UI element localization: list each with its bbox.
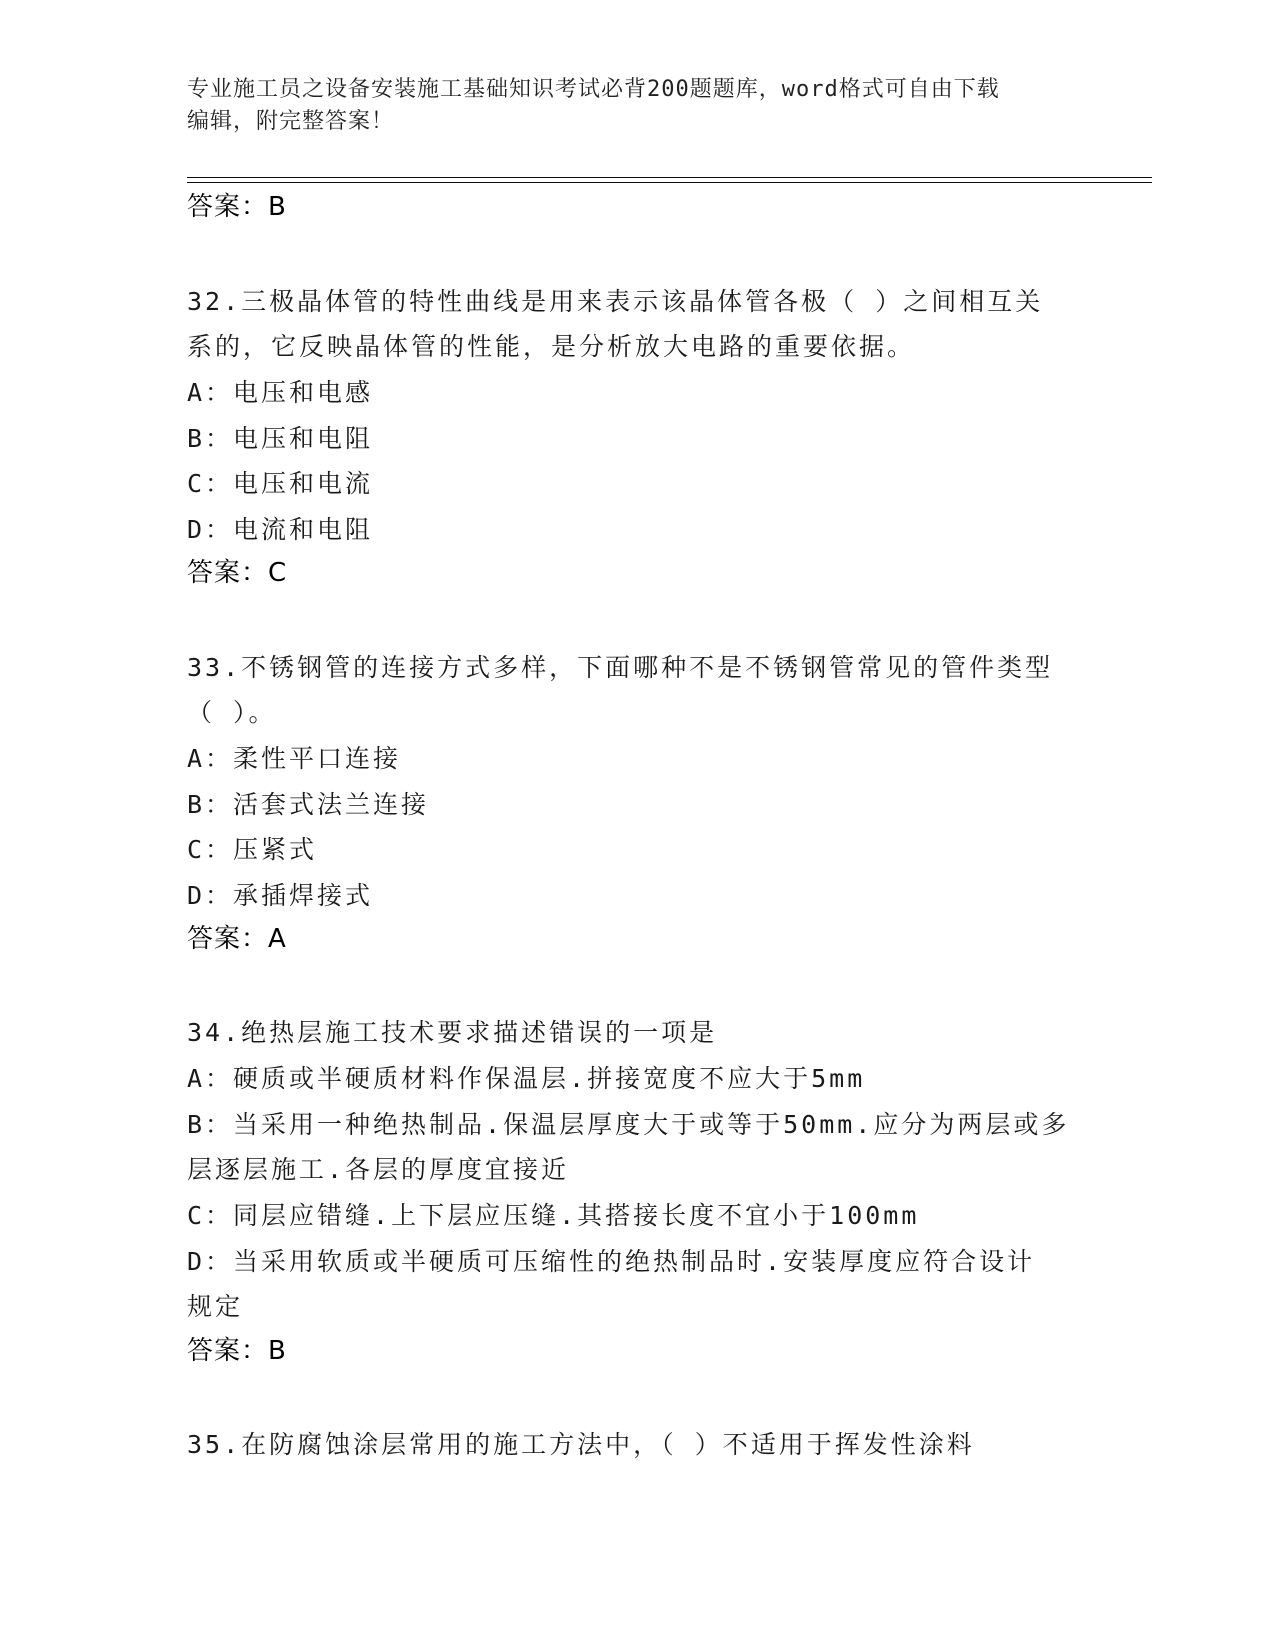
q33-option-a: A：柔性平口连接 (187, 744, 402, 773)
q33-stem-line-1: 33.不锈钢管的连接方式多样，下面哪种不是不锈钢管常见的管件类型 (187, 653, 1054, 682)
q33-option-d: D：承插焊接式 (187, 881, 374, 910)
q34-option-c: C：同层应错缝.上下层应压缝.其搭接长度不宜小于100mm (187, 1201, 920, 1230)
q32-option-a: A：电压和电感 (187, 378, 374, 407)
q34-option-b-line-1: B：当采用一种绝热制品.保温层厚度大于或等于50mm.应分为两层或多 (187, 1110, 1070, 1139)
q34-stem-line-1: 34.绝热层施工技术要求描述错误的一项是 (187, 1018, 718, 1047)
q35-stem-line-1: 35.在防腐蚀涂层常用的施工方法中，（ ）不适用于挥发性涂料 (187, 1430, 975, 1459)
q32-option-c: C：电压和电流 (187, 469, 374, 498)
header-divider (187, 177, 1152, 183)
document-header (187, 74, 1067, 138)
answer-q33: 答案：A (187, 924, 287, 954)
q32-stem-line-1: 32.三极晶体管的特性曲线是用来表示该晶体管各极（ ）之间相互关 (187, 287, 1044, 316)
q33-option-b: B：活套式法兰连接 (187, 790, 430, 819)
q34-option-d-line-1: D：当采用软质或半硬质可压缩性的绝热制品时.安装厚度应符合设计 (187, 1247, 1036, 1276)
answer-q31: 答案：B (187, 192, 287, 222)
q32-option-b: B：电压和电阻 (187, 424, 374, 453)
answer-q34: 答案：B (187, 1336, 287, 1366)
answer-q32: 答案：C (187, 558, 288, 588)
header-line-1: 专业施工员之设备安装施工基础知识考试必背200题题库，word格式可自由下载 (187, 77, 1000, 102)
q34-option-b-line-2: 层逐层施工.各层的厚度宜接近 (187, 1155, 570, 1184)
q33-option-c: C：压紧式 (187, 835, 318, 864)
q34-option-d-line-2: 规定 (187, 1292, 244, 1321)
q34-option-a: A：硬质或半硬质材料作保温层.拼接宽度不应大于5mm (187, 1064, 866, 1093)
q32-stem-line-2: 系的，它反映晶体管的性能，是分析放大电路的重要依据。 (187, 332, 916, 361)
q32-option-d: D：电流和电阻 (187, 515, 374, 544)
q33-stem-line-2: （ ）。 (187, 698, 277, 727)
header-line-2: 编辑，附完整答案！ (187, 109, 395, 134)
